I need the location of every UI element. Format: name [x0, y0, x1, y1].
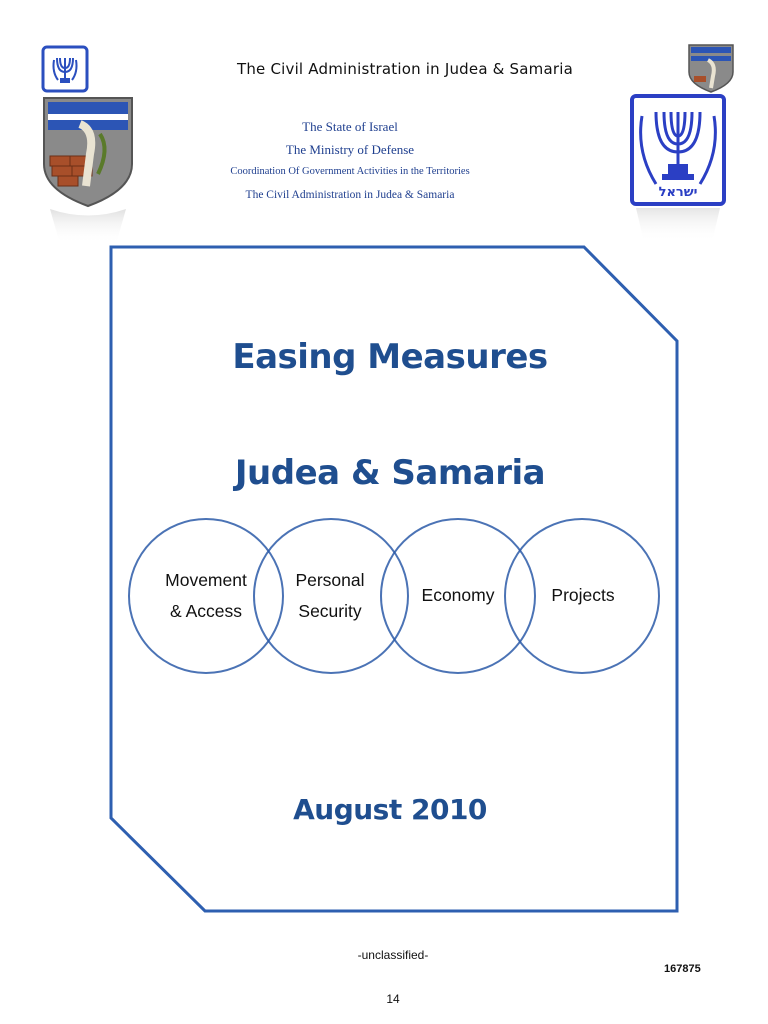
venn-label-projects: Projects: [551, 585, 615, 605]
venn-label-security-line1: Personal: [295, 570, 365, 590]
cogat-line: Coordination Of Government Activities in the Territories: [230, 166, 470, 177]
venn-label-movement-line2: & Access: [170, 601, 242, 621]
emblem-hebrew-text: ישראל: [658, 185, 698, 200]
cover-date: August 2010: [293, 793, 487, 826]
venn-label-movement-line1: Movement: [165, 570, 247, 590]
classification-label: -unclassified-: [357, 948, 429, 962]
venn-label-economy: Economy: [421, 585, 495, 605]
page-number: 14: [386, 992, 400, 1006]
ministry-line: The Ministry of Defense: [285, 141, 415, 157]
venn-label-movement: [136, 565, 276, 627]
civil-admin-line: The Civil Administration in Judea & Samaria: [245, 188, 455, 201]
venn-label-security-line2: Security: [298, 601, 362, 621]
document-id: 167875: [664, 963, 701, 975]
header-title: The Civil Administration in Judea & Samaria: [236, 60, 573, 78]
venn-label-security: [260, 565, 400, 627]
cover-title-line2: Judea & Samaria: [234, 453, 546, 493]
cover-title-line1: Easing Measures: [232, 337, 548, 377]
state-line: The State of Israel: [302, 119, 398, 134]
